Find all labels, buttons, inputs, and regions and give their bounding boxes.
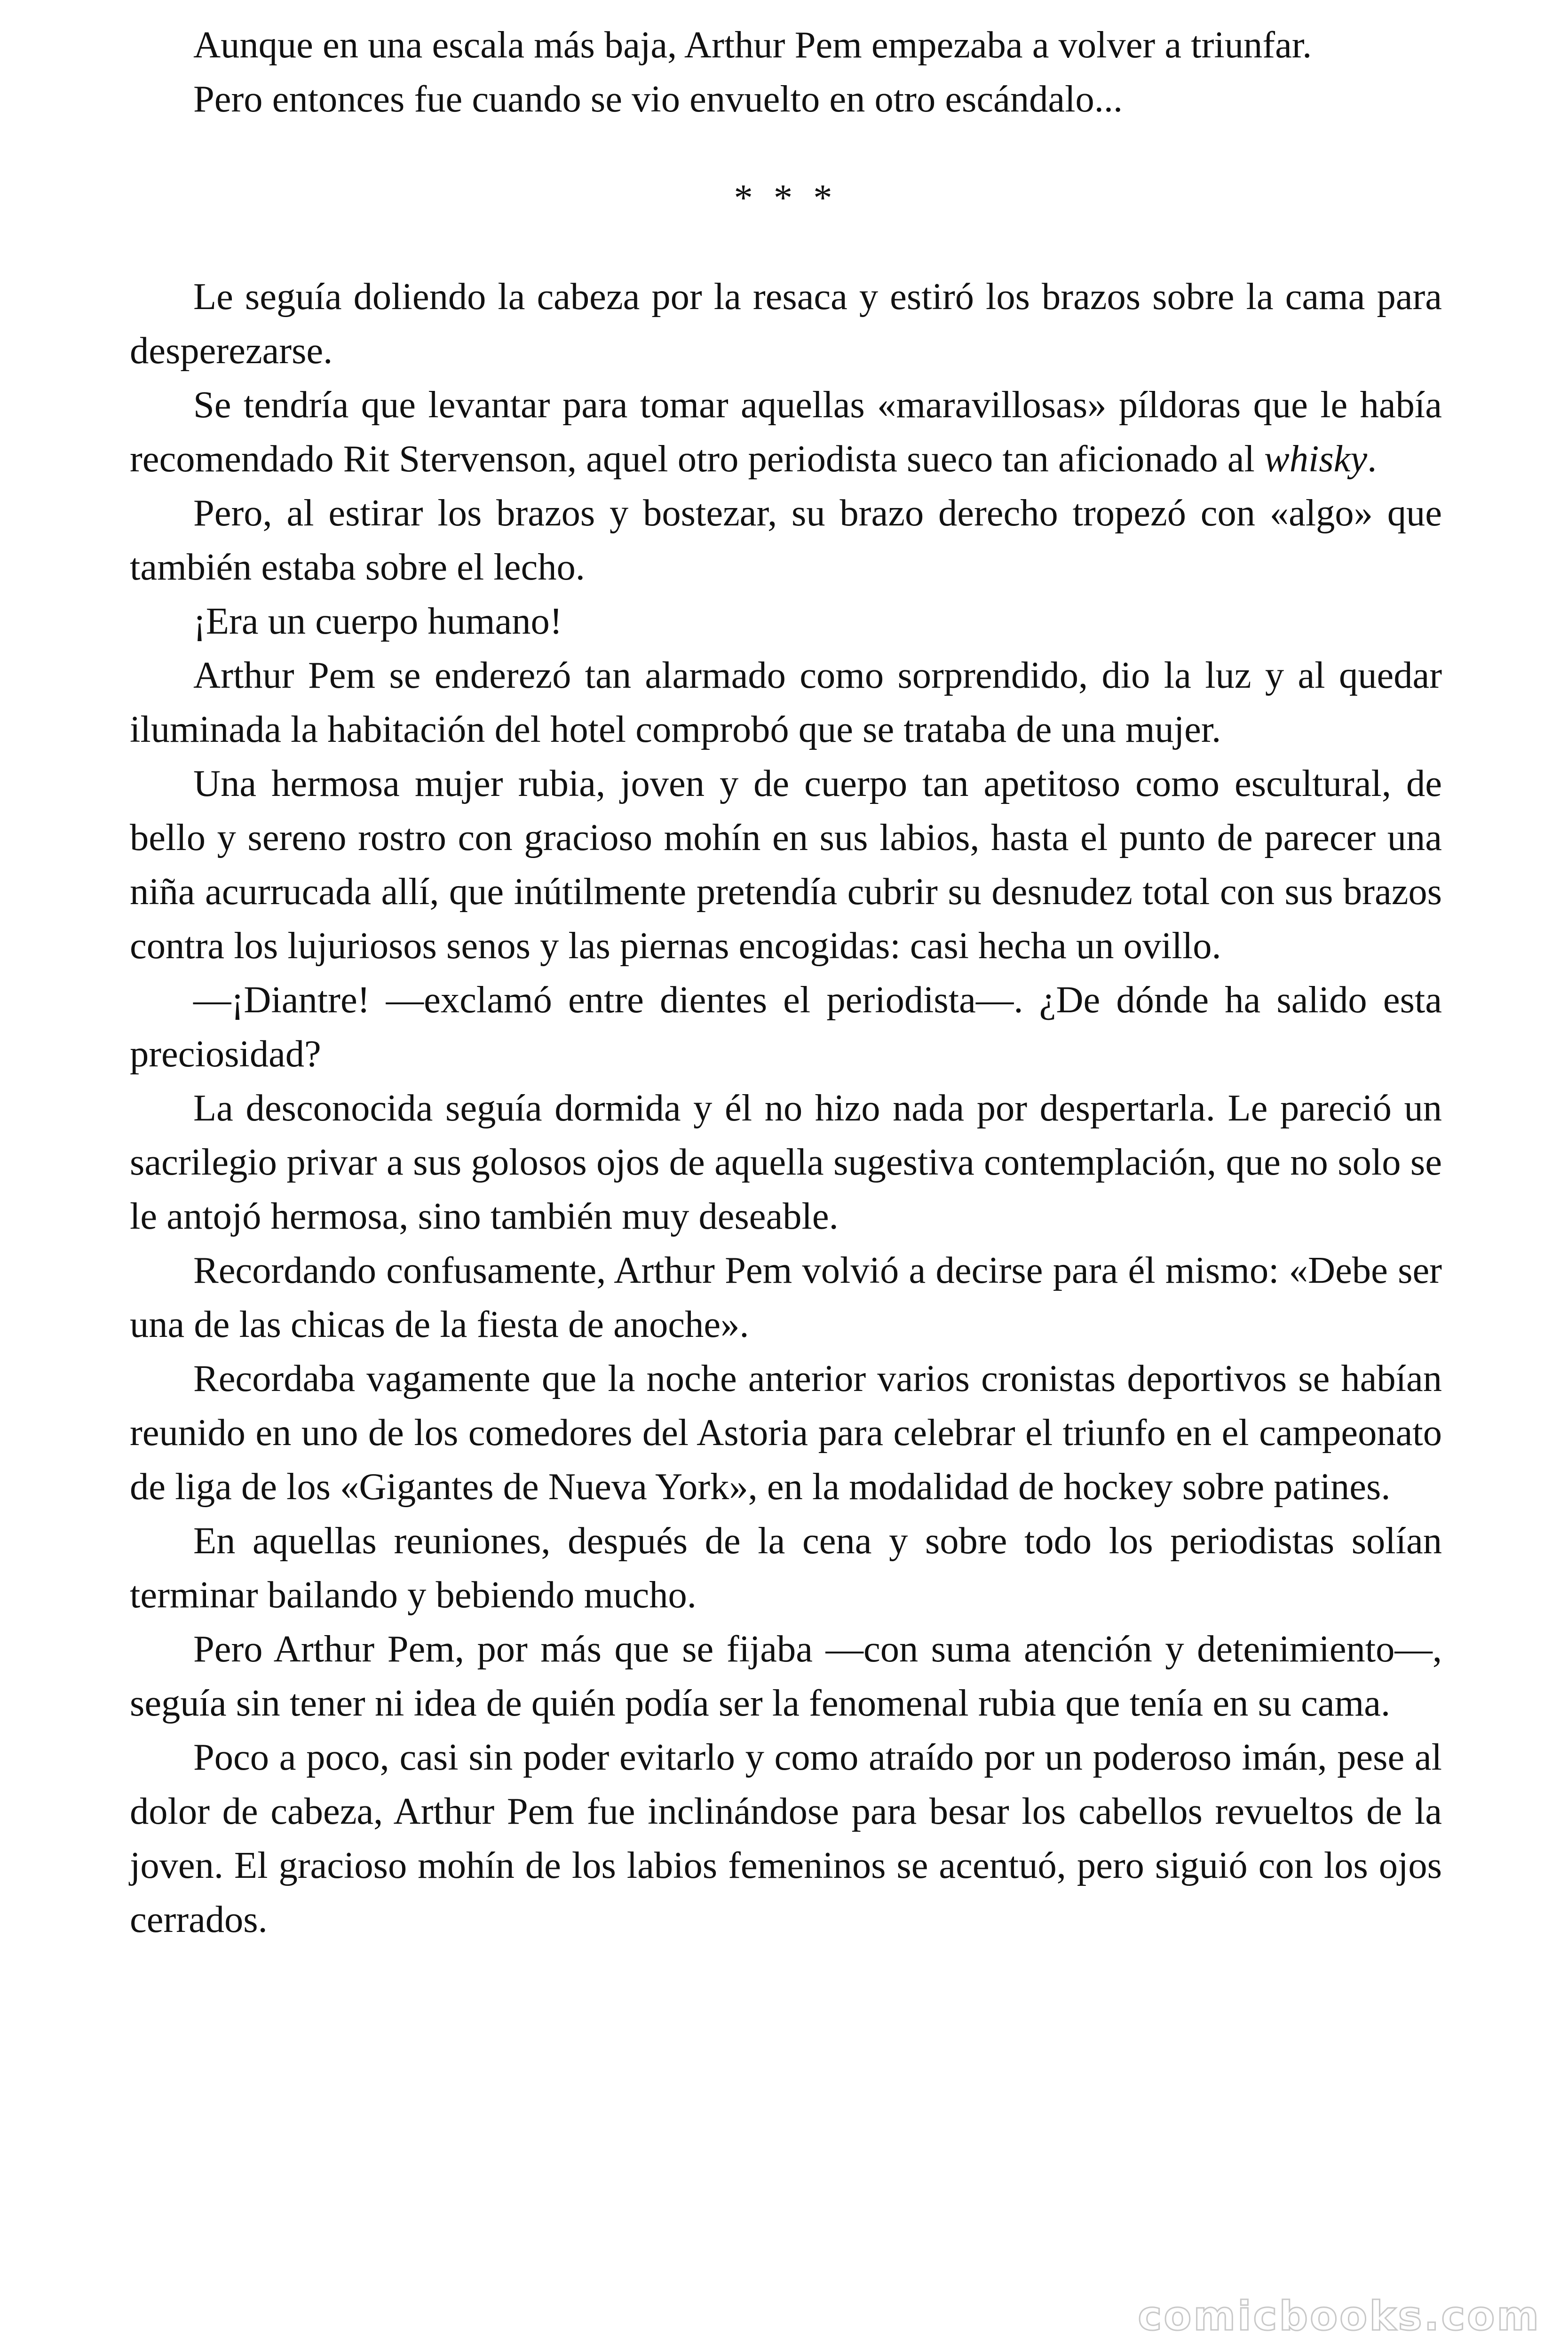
watermark: comicbooks.com (1138, 2293, 1541, 2340)
paragraph-3: Le seguía doliendo la cabeza por la resaca y estiró los brazos sobre la cama para desperezarse. (130, 276, 1442, 372)
paragraph-1: Aunque en una escala más baja, Arthur Pem empezaba a volver a triunfar. (193, 24, 1312, 66)
paragraph-9: —¡Diantre! —exclamó entre dientes el periodista—. ¿De dónde ha salido esta preciosidad? (130, 979, 1442, 1075)
paragraph-8: Una hermosa mujer rubia, joven y de cuerpo tan apetitoso como escultural, de bello y sereno rostro con gracioso mohín en sus labios, hasta el punto de parecer una niña acurrucada allí, que inútilmente pretendía cubrir su desnudez total con sus brazos contra los lujuriosos senos y las piernas encogidas: casi hecha un ovillo. (130, 763, 1442, 967)
paragraph-14: Pero Arthur Pem, por más que se fijaba —con suma atención y detenimiento—, seguía sin tener ni idea de quién podía ser la fenomenal rubia que tenía en su cama. (130, 1628, 1442, 1724)
section-separator: * * * (734, 177, 838, 219)
paragraph-4-end: . (1367, 438, 1377, 480)
paragraph-13: En aquellas reuniones, después de la cena y sobre todo los periodistas solían terminar bailando y bebiendo mucho. (130, 1520, 1442, 1616)
paragraph-15: Poco a poco, casi sin poder evitarlo y como atraído por un poderoso imán, pese al dolor de cabeza, Arthur Pem fue inclinándose para besar los cabellos revueltos de la joven. El gracioso mohín de los labios femeninos se acentuó, pero siguió con los ojos cerrados. (130, 1736, 1442, 1940)
paragraph-12: Recordaba vagamente que la noche anterior varios cronistas deportivos se habían reunido en uno de los comedores del Astoria para celebrar el triunfo en el campeonato de liga de los «Gigantes de Nueva York», en la modalidad de hockey sobre patines. (130, 1358, 1442, 1508)
paragraph-6: ¡Era un cuerpo humano! (193, 600, 562, 642)
paragraph-4-text: Se tendría que levantar para tomar aquellas «maravillosas» píldoras que le había recomendado Rit Stervenson, aquel otro periodista sueco tan aficionado al (130, 384, 1442, 480)
paragraph-7: Arthur Pem se enderezó tan alarmado como sorprendido, dio la luz y al quedar iluminada la habitación del hotel comprobó que se trataba de una mujer. (130, 654, 1442, 750)
book-page (130, 18, 1442, 1947)
paragraph-4-italic: whisky (1264, 438, 1368, 480)
paragraph-5: Pero, al estirar los brazos y bostezar, su brazo derecho tropezó con «algo» que también estaba sobre el lecho. (130, 492, 1442, 588)
paragraph-2: Pero entonces fue cuando se vio envuelto en otro escándalo... (193, 78, 1123, 120)
paragraph-11: Recordando confusamente, Arthur Pem volvió a decirse para él mismo: «Debe ser una de las chicas de la fiesta de anoche». (130, 1249, 1442, 1345)
paragraph-10: La desconocida seguía dormida y él no hizo nada por despertarla. Le pareció un sacrilegio privar a sus golosos ojos de aquella sugestiva contemplación, que no solo se le antojó hermosa, sino también muy deseable. (130, 1087, 1442, 1237)
paragraph-4 (130, 378, 1442, 486)
